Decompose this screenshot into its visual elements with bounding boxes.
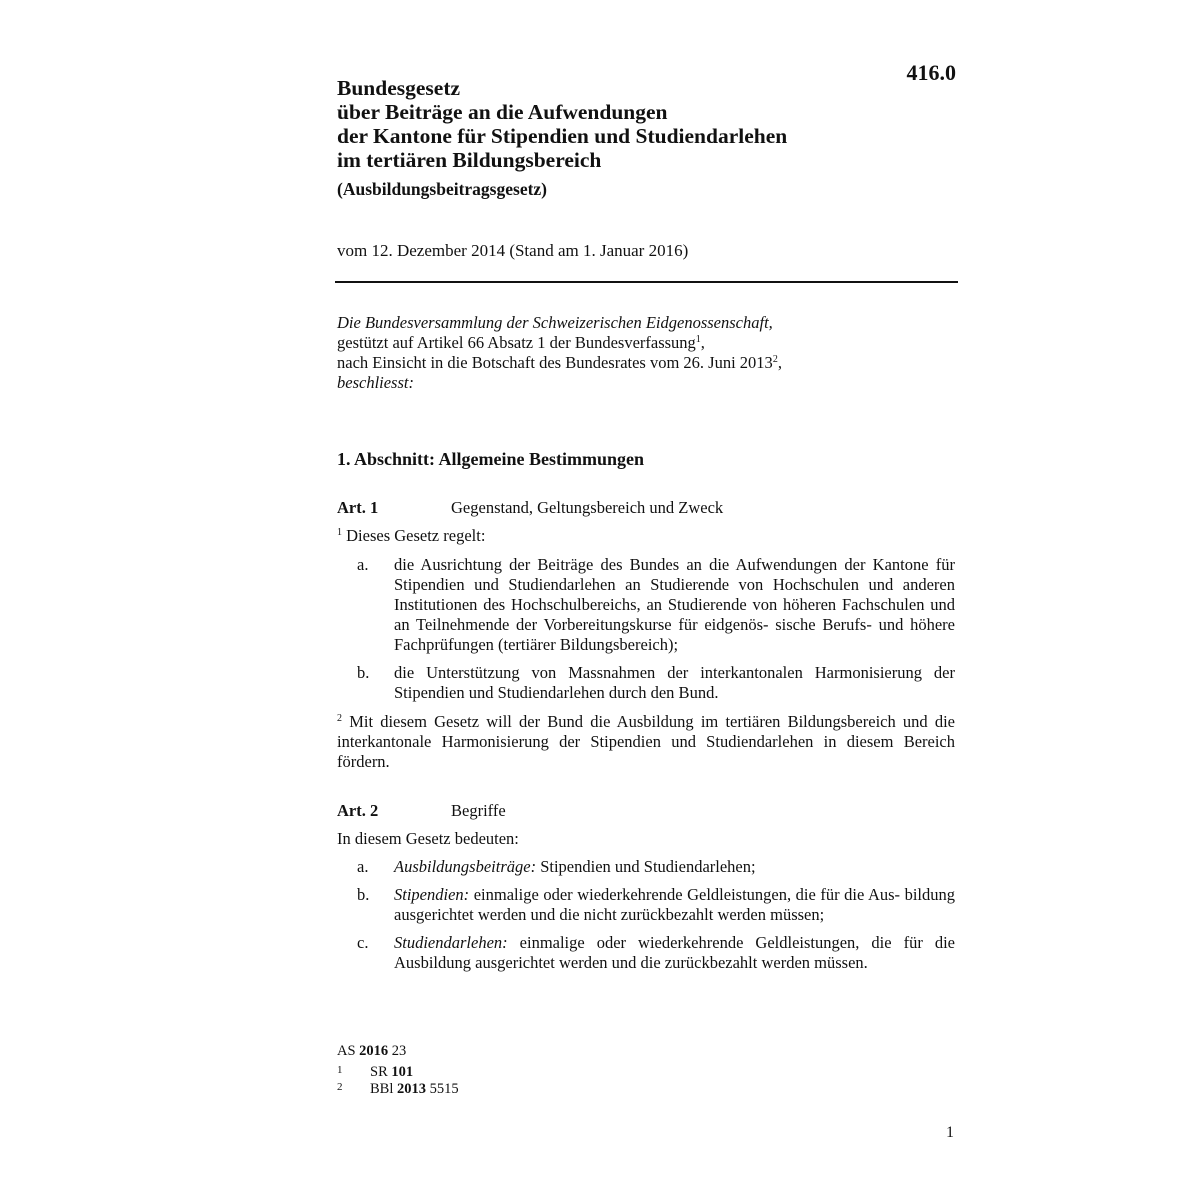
art2-title: Begriffe bbox=[451, 801, 506, 820]
footnote-bold: 2013 bbox=[397, 1081, 426, 1097]
as-prefix: AS bbox=[337, 1043, 356, 1059]
art2-item-c bbox=[357, 933, 955, 973]
art1-number: Art. 1 bbox=[337, 498, 379, 517]
art2-heading bbox=[337, 801, 506, 821]
punctuation: , bbox=[777, 353, 782, 372]
punctuation: , bbox=[700, 333, 705, 352]
law-title bbox=[337, 76, 897, 172]
footnote-prefix: BBl bbox=[370, 1081, 394, 1097]
item-text: die Unterstützung von Massnahmen der interkantonalen Harmonisierung der Stipendien und Studiendarlehen durch den Bund. bbox=[394, 663, 955, 702]
art1-item-b bbox=[357, 663, 955, 703]
law-title-line: im tertiären Bildungsbereich bbox=[337, 148, 602, 172]
footnote-ref-2[interactable]: 2 bbox=[772, 354, 778, 365]
footnote-suffix: 5515 bbox=[429, 1081, 459, 1097]
art2-number: Art. 2 bbox=[337, 801, 379, 820]
footnote-bold: 101 bbox=[391, 1064, 414, 1080]
page-number: 1 bbox=[946, 1124, 954, 1141]
footnote-prefix: SR bbox=[370, 1064, 388, 1080]
as-year: 2016 bbox=[359, 1043, 389, 1059]
preamble-basis bbox=[337, 333, 957, 353]
footnote-number: 1 bbox=[337, 1064, 343, 1076]
short-title: (Ausbildungsbeitragsgesetz) bbox=[337, 179, 548, 199]
header-rule bbox=[335, 281, 958, 283]
item-label: b. bbox=[357, 663, 370, 682]
sr-number: 416.0 bbox=[906, 60, 956, 85]
art1-paragraph-2 bbox=[337, 712, 955, 772]
definition-term: Studiendarlehen: bbox=[394, 933, 508, 952]
art2-intro: In diesem Gesetz bedeuten: bbox=[337, 829, 519, 848]
footnote-2 bbox=[337, 1079, 459, 1098]
art1-p2-text: Mit diesem Gesetz will der Bund die Ausbildung im tertiären Bildungsbereich und die interkantonale Harmonisierung der Stipendien und Studiendarlehen in diesem Bereich fördern. bbox=[337, 712, 955, 771]
section-heading: 1. Abschnitt: Allgemeine Bestimmungen bbox=[337, 449, 645, 469]
as-page: 23 bbox=[391, 1043, 407, 1059]
item-label: b. bbox=[357, 885, 370, 904]
art1-paragraph-1 bbox=[337, 526, 485, 546]
date-line: vom 12. Dezember 2014 (Stand am 1. Januar 2016) bbox=[337, 241, 689, 260]
item-label: a. bbox=[357, 555, 369, 574]
item-text: die Ausrichtung der Beiträge des Bundes an die Aufwendungen der Kantone für Stipendien und Studiendarlehen an Studierende von Hochschulen und anderen Institutionen des Hochschulbereichs, an Studierende von höheren Fachschulen und an Teilnehmende der Vorbereitungskurse für eidgenös- sische Berufs- und höhere Fachprüfungen (tertiärer Bildungsbereich); bbox=[394, 555, 955, 654]
art1-title: Gegenstand, Geltungsbereich und Zweck bbox=[451, 498, 724, 517]
paragraph-number: 2 bbox=[337, 713, 342, 724]
footnote-ref-1[interactable]: 1 bbox=[695, 334, 701, 345]
footnote-number: 2 bbox=[337, 1081, 343, 1093]
item-text bbox=[394, 857, 955, 877]
preamble-message bbox=[337, 353, 957, 373]
law-title-line: Bundesgesetz bbox=[337, 76, 461, 100]
definition-text: einmalige oder wiederkehrende Geldleistungen, die für die Aus- bildung ausgerichtet werden und die nicht zurückbezahlt werden müssen; bbox=[394, 885, 956, 924]
item-text bbox=[394, 885, 955, 925]
preamble-message-text: nach Einsicht in die Botschaft des Bundesrates vom 26. Juni 2013 bbox=[337, 353, 773, 372]
preamble-resolves: beschliesst: bbox=[337, 373, 414, 392]
law-title-line: über Beiträge an die Aufwendungen bbox=[337, 100, 668, 124]
definition-term: Stipendien: bbox=[394, 885, 470, 904]
art1-item-a bbox=[357, 555, 955, 655]
item-text bbox=[394, 933, 955, 973]
law-title-line: der Kantone für Stipendien und Studiendarlehen bbox=[337, 124, 788, 148]
preamble-basis-text: gestützt auf Artikel 66 Absatz 1 der Bundesverfassung bbox=[337, 333, 696, 352]
art2-item-a bbox=[357, 857, 955, 877]
art2-item-b bbox=[357, 885, 955, 925]
paragraph-number: 1 bbox=[337, 527, 342, 538]
preamble bbox=[337, 313, 957, 393]
art1-heading bbox=[337, 498, 723, 518]
art1-p1-text: Dieses Gesetz regelt: bbox=[346, 526, 486, 545]
definition-text: einmalige oder wiederkehrende Geldleistungen, die für die Ausbildung ausgerichtet werden und die zurückbezahlt werden müssen. bbox=[394, 933, 956, 972]
definition-term: Ausbildungsbeiträge: bbox=[394, 857, 537, 876]
preamble-assembly: Die Bundesversammlung der Schweizerischen Eidgenossenschaft, bbox=[337, 313, 773, 332]
as-reference bbox=[337, 1043, 406, 1060]
definition-text: Stipendien und Studiendarlehen; bbox=[540, 857, 756, 876]
item-label: a. bbox=[357, 857, 369, 876]
item-label: c. bbox=[357, 933, 369, 952]
